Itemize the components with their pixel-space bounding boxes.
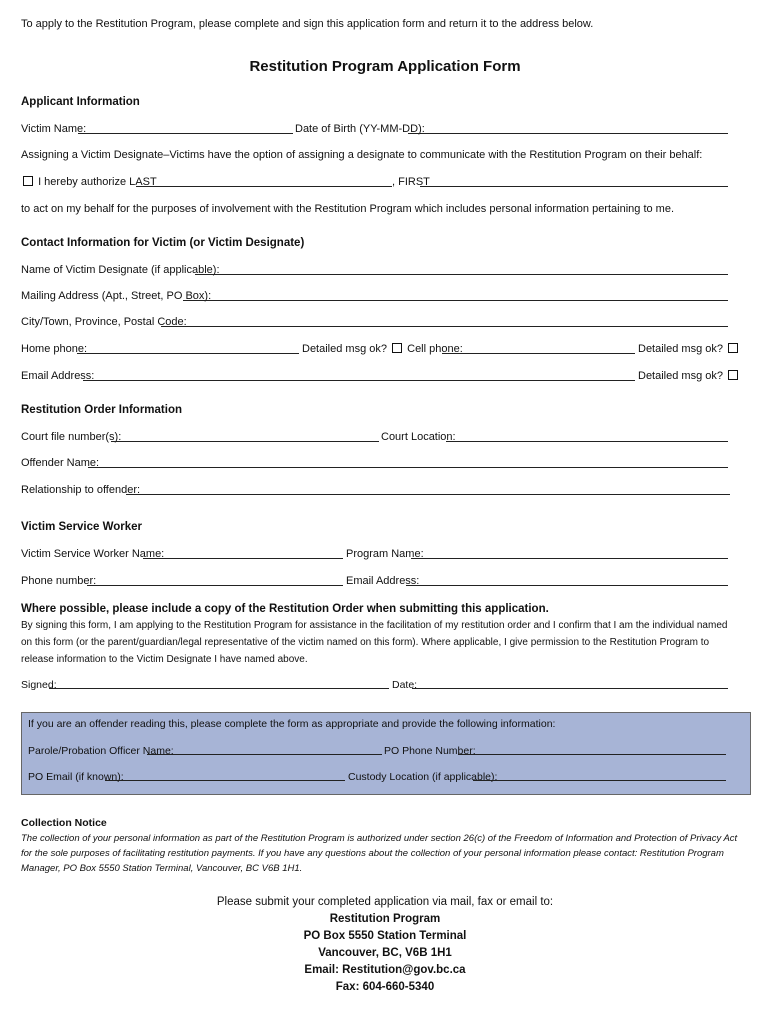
contact-heading: Contact Information for Victim (or Victim Designate) [21,237,305,249]
city-field[interactable] [161,326,728,327]
worker-email-label: Email Address: [346,575,420,587]
email-detailed-checkbox[interactable] [728,370,738,380]
designate-name-field[interactable] [195,274,728,275]
email-label: Email Address: [21,370,95,382]
authorize-last-field[interactable] [136,186,392,187]
po-email-field[interactable] [105,780,345,781]
submit-fax: Fax: 604-660-5340 [335,981,435,993]
po-email-label: PO Email (if known): [28,771,124,783]
home-detailed-checkbox[interactable] [392,343,402,353]
offender-info-box [21,712,751,795]
mailing-field[interactable] [183,300,728,301]
signing-text: By signing this form, I am applying to the Restitution Program for assistance in the facilitation of my restitution order and I confirm that I am the individual named on this form (or the parent/guardian/legal representative of the victim named on this form). Where applicable, I give permission to the Restitution Program to release information to the Victim Designate I have named above. [21,620,728,665]
city-label: City/Town, Province, Postal Code: [21,316,187,328]
designate-name-label: Name of Victim Designate (if applicable): [21,264,220,276]
submit-email: Email: Restitution@gov.bc.ca [304,964,466,976]
act-text: to act on my behalf for the purposes of involvement with the Restitution Program which includes personal information pertaining to me. [21,203,675,215]
email-detailed-label: Detailed msg ok? [638,370,723,382]
worker-email-field[interactable] [406,585,728,586]
officer-name-field[interactable] [147,754,382,755]
officer-name-label: Parole/Probation Officer Name: [28,745,174,757]
signing-heading: Where possible, please include a copy of the Restitution Order when submitting this application. [21,603,549,615]
custody-field[interactable] [473,780,726,781]
cell-phone-label: Cell phone: [407,343,463,355]
home-phone-field[interactable] [77,353,299,354]
po-phone-label: PO Phone Number: [384,745,476,757]
worker-name-label: Victim Service Worker Name: [21,548,165,560]
authorize-last-label: I hereby authorize LAST [38,176,157,188]
authorize-checkbox[interactable] [23,176,33,186]
worker-heading: Victim Service Worker [21,521,143,533]
offender-intro: If you are an offender reading this, please complete the form as appropriate and provide the following information: [28,718,556,730]
designate-text: Assigning a Victim Designate–Victims have the option of assigning a designate to communicate with the Restitution Program on their behalf: [21,149,703,161]
victim-name-label: Victim Name: [21,123,87,135]
offender-name-label: Offender Name: [21,457,100,469]
home-phone-label: Home phone: [21,343,88,355]
submit-program: Restitution Program [329,913,441,925]
page-title: Restitution Program Application Form [249,58,521,75]
home-detailed-label: Detailed msg ok? [302,343,387,355]
submit-intro: Please submit your completed application via mail, fax or email to: [216,896,554,908]
dob-label: Date of Birth (YY-MM-DD): [295,123,425,135]
cell-detailed-label: Detailed msg ok? [638,343,723,355]
worker-phone-label: Phone number: [21,575,97,587]
dob-field[interactable] [408,133,728,134]
court-file-label: Court file number(s): [21,431,122,443]
court-file-field[interactable] [111,441,379,442]
offender-name-field[interactable] [88,467,728,468]
po-phone-field[interactable] [458,754,726,755]
court-location-label: Court Location: [381,431,456,443]
submit-city: Vancouver, BC, V6B 1H1 [318,947,452,959]
victim-name-field[interactable] [78,133,293,134]
worker-phone-field[interactable] [87,585,343,586]
court-location-field[interactable] [446,441,728,442]
collection-heading: Collection Notice [21,817,107,829]
email-field[interactable] [83,380,635,381]
collection-text: The collection of your personal information as part of the Restitution Program is authorized under section 26(c) of the Freedom of Information and Protection of Privacy Act for the sole purposes of facilitating restitution payments. If you have any questions about the collection of your personal information please contact: Restitution Program Manager, PO Box 5550 Station Terminal, Vancouver, BC V6B 1H1. [21,833,738,874]
program-name-label: Program Name: [346,548,424,560]
signed-label: Signed: [21,679,57,691]
intro-text: To apply to the Restitution Program, please complete and sign this application form and return it to the address below. [21,18,594,30]
worker-name-field[interactable] [143,558,343,559]
sign-date-label: Date: [392,679,418,691]
submit-po-box: PO Box 5550 Station Terminal [303,930,467,942]
relationship-label: Relationship to offender: [21,484,141,496]
mailing-label: Mailing Address (Apt., Street, PO Box): [21,290,212,302]
cell-phone-field[interactable] [442,353,635,354]
applicant-heading: Applicant Information [21,96,140,108]
cell-detailed-checkbox[interactable] [728,343,738,353]
program-name-field[interactable] [411,558,728,559]
relationship-field[interactable] [126,494,730,495]
signature-field[interactable] [49,688,389,689]
authorize-first-field[interactable] [420,186,728,187]
sign-date-field[interactable] [412,688,728,689]
custody-label: Custody Location (if applicable): [348,771,498,783]
order-heading: Restitution Order Information [21,404,182,416]
first-label: , FIRST [392,176,430,188]
